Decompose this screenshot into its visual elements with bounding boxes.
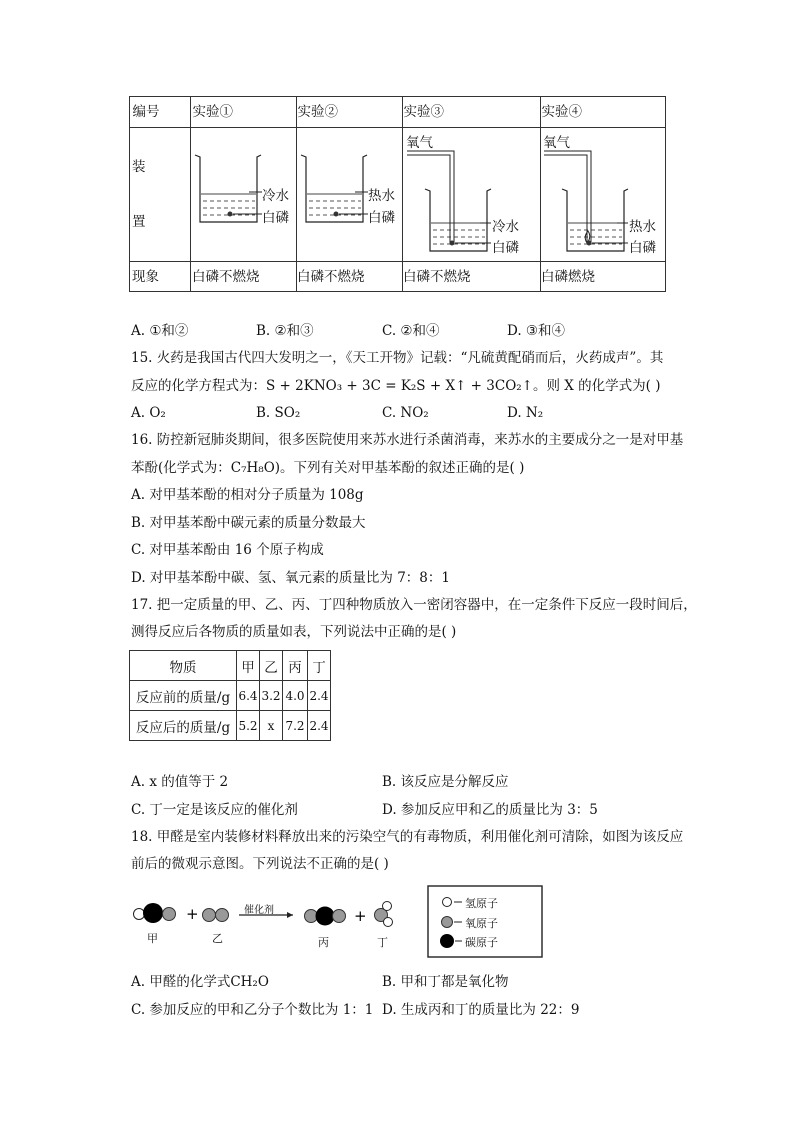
q18-line1: 18. 甲醛是室内装修材料释放出来的污染空气的有毒物质，利用催化剂可清除，如图为该反应 (131, 829, 684, 845)
label-oxygen-3: 氧气 (406, 135, 433, 151)
q15-option-b: B. SO₂ (256, 405, 301, 421)
q16-option-a: A. 对甲基苯酚的相对分子质量为 108g (131, 487, 364, 503)
mass-table-cell: 5.2 (237, 711, 260, 741)
legend-hydrogen-icon (443, 898, 452, 907)
header-exp2: 实验② (297, 103, 338, 120)
label-yi: 乙 (212, 932, 223, 945)
label-hot-water-4: 热水 (629, 219, 656, 235)
apparatus-drawings (129, 127, 666, 261)
legend-carbon-icon (440, 934, 454, 948)
molecule-ding (375, 902, 393, 927)
label-apparatus-top: 装 (132, 159, 146, 175)
q14-option-a: A. ①和② (131, 323, 189, 339)
label-hot-water-2: 热水 (368, 188, 395, 204)
result-exp3: 白磷不燃烧 (403, 269, 471, 285)
q15-option-c: C. NO₂ (382, 405, 429, 421)
mass-table-cell: x (260, 711, 283, 741)
legend-carbon-label: 碳原子 (465, 936, 498, 949)
legend-oxygen-label: 氧原子 (465, 917, 498, 930)
q14-option-d: D. ③和④ (507, 323, 566, 339)
mass-table-cell: 2.4 (308, 681, 331, 711)
label-white-p-3: 白磷 (492, 240, 519, 256)
q17-option-c: C. 丁一定是该反应的催化剂 (131, 802, 298, 818)
q16-line2: 苯酚(化学式为：C₇H₈O)。下列有关对甲基苯酚的叙述正确的是( ) (131, 460, 525, 476)
q17-line1: 17. 把一定质量的甲、乙、丙、丁四种物质放入一密闭容器中，在一定条件下反应一段时间后， (131, 597, 697, 613)
label-bing: 丙 (318, 936, 329, 949)
q18-option-c: C. 参加反应的甲和乙分子个数比为 1：1 (131, 1002, 374, 1018)
beaker-exp4 (544, 151, 628, 251)
q15-line1: 15. 火药是我国古代四大发明之一，《天工开物》记载：“凡硫黄配硝而后，火药成声”。其 (131, 350, 664, 366)
label-white-p-1: 白磷 (262, 210, 289, 226)
q17-option-d: D. 参加反应甲和乙的质量比为 3：5 (382, 802, 598, 818)
mass-table-cell: 反应前的质量/g (130, 681, 237, 711)
q16-option-c: C. 对甲基苯酚由 16 个原子构成 (131, 542, 324, 558)
q18-option-b: B. 甲和丁都是氧化物 (382, 974, 509, 990)
q15-option-a: A. O₂ (131, 405, 166, 421)
header-id: 编号 (132, 103, 160, 120)
mass-table-header-bing: 丙 (283, 651, 308, 681)
legend-hydrogen-label: 氢原子 (465, 897, 498, 910)
svg-text:+: + (354, 907, 367, 925)
molecule-yi (203, 909, 229, 922)
legend-oxygen-icon (442, 917, 453, 928)
label-ding: 丁 (377, 936, 388, 949)
label-oxygen-4: 氧气 (543, 135, 570, 151)
mass-table-cell: 2.4 (308, 711, 331, 741)
q14-option-b: B. ②和③ (256, 323, 314, 339)
molecule-jia (134, 903, 176, 923)
mass-table-cell: 3.2 (260, 681, 283, 711)
mass-table (129, 650, 331, 741)
beaker-exp1 (195, 155, 262, 222)
beaker-exp2 (301, 155, 368, 222)
label-white-p-2: 白磷 (368, 210, 395, 226)
svg-text:+: + (186, 905, 199, 923)
mass-table-header-jia: 甲 (237, 651, 260, 681)
header-exp4: 实验④ (541, 103, 582, 120)
beaker-exp3 (407, 151, 491, 251)
q17-option-b: B. 该反应是分解反应 (382, 774, 509, 790)
q16-option-d: D. 对甲基苯酚中碳、氢、氧元素的质量比为 7：8：1 (131, 570, 450, 586)
q16-option-b: B. 对甲基苯酚中碳元素的质量分数最大 (131, 515, 366, 531)
label-apparatus-bottom: 置 (132, 214, 146, 230)
mass-table-header-yi: 乙 (260, 651, 283, 681)
label-phenomenon: 现象 (132, 269, 159, 285)
mass-table-cell: 4.0 (283, 681, 308, 711)
mass-table-cell: 反应后的质量/g (130, 711, 237, 741)
mass-table-cell: 7.2 (283, 711, 308, 741)
q18-line2: 前后的微观示意图。下列说法不正确的是( ) (131, 856, 389, 872)
q14-option-c: C. ②和④ (382, 323, 440, 339)
label-catalyst: 催化剂 (244, 905, 274, 916)
label-jia: 甲 (147, 932, 158, 945)
q15-line2: 反应的化学方程式为：S + 2KNO₃ + 3C = K₂S + X↑ + 3CO₂↑。则 X 的化学式为( ) (131, 378, 661, 394)
reaction-arrow-icon (287, 912, 293, 918)
result-exp1: 白磷不燃烧 (192, 269, 260, 285)
molecule-bing (305, 907, 346, 926)
q18-option-a: A. 甲醛的化学式CH₂O (131, 974, 269, 990)
result-exp2: 白磷不燃烧 (297, 269, 365, 285)
header-exp3: 实验③ (403, 103, 444, 120)
label-cold-water-3: 冷水 (492, 219, 519, 235)
label-white-p-4: 白磷 (629, 240, 656, 256)
q17-line2: 测得反应后各物质的质量如表，下列说法中正确的是( ) (131, 624, 457, 640)
q17-option-a: A. x 的值等于 2 (131, 774, 229, 790)
mass-table-cell: 6.4 (237, 681, 260, 711)
mass-table-header-substance: 物质 (130, 651, 237, 681)
q15-option-d: D. N₂ (507, 405, 544, 421)
q16-line1: 16. 防控新冠肺炎期间，很多医院使用来苏水进行杀菌消毒，来苏水的主要成分之一是对甲基 (131, 432, 684, 448)
q18-option-d: D. 生成丙和丁的质量比为 22：9 (382, 1002, 580, 1018)
label-cold-water-1: 冷水 (262, 188, 289, 204)
result-exp4: 白磷燃烧 (541, 269, 595, 285)
mass-table-header-ding: 丁 (308, 651, 331, 681)
header-exp1: 实验① (192, 103, 233, 120)
